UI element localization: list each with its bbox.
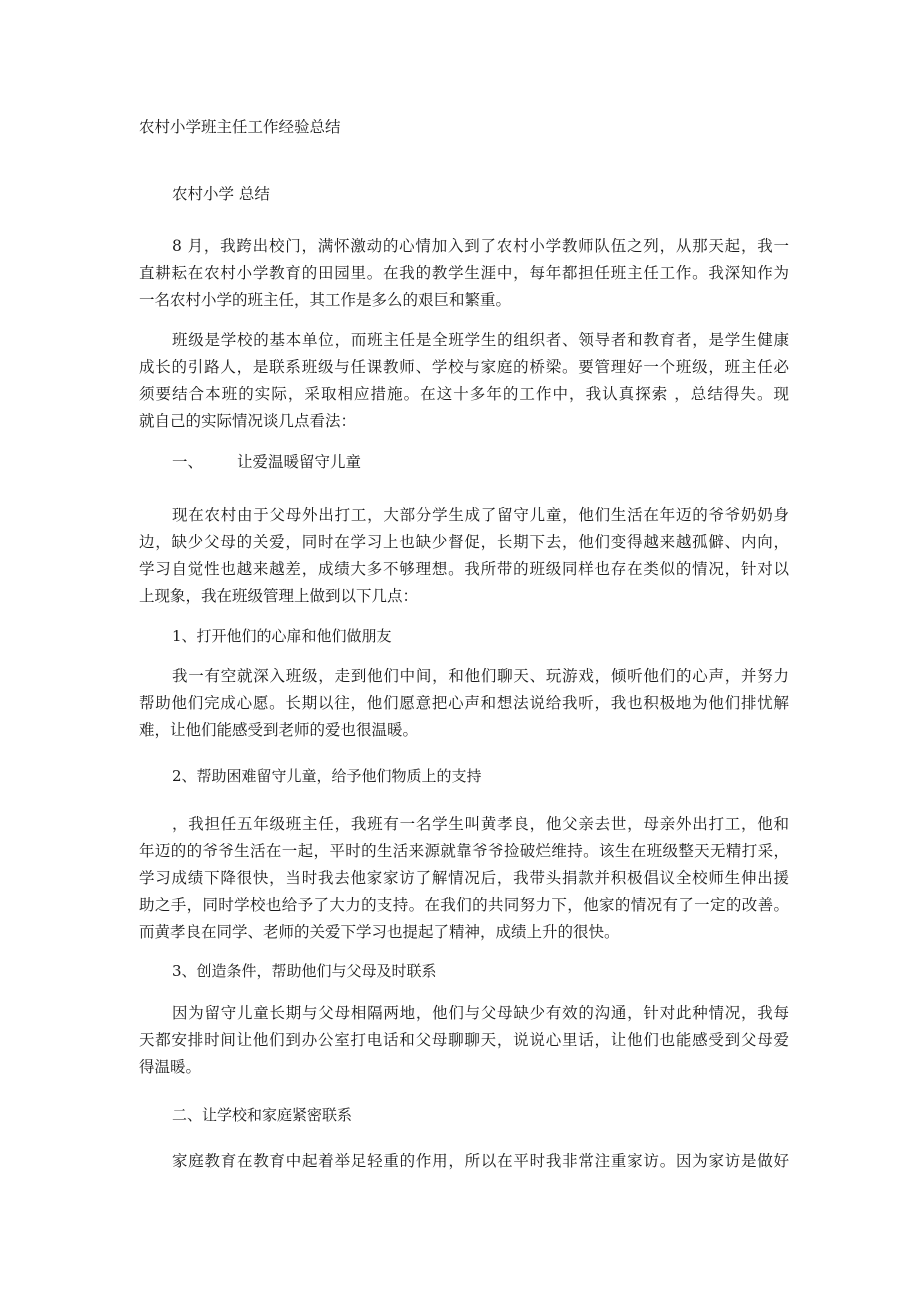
section-1-number: 一、 bbox=[172, 453, 204, 471]
paragraph-2-line-1: 班级是学校的基本单位，而班主任是全班学生的组织者、领导者和教育者，是学生健康 bbox=[172, 331, 789, 349]
paragraph-3-line-3: 学习自觉性也越来越差，成绩大多不够理想。我所带的班级同样也存在类似的情况，针对以 bbox=[139, 560, 789, 578]
paragraph-2-line-3: 须要结合本班的实际，采取相应措施。在这十多年的工作中，我认真探索 ，总结得失。现 bbox=[139, 385, 789, 403]
paragraph-6-line-2: 天都安排时间让他们到办公室打电话和父母聊聊天，说说心里话，让他们也能感受到父母爱 bbox=[139, 1031, 789, 1049]
section-1-heading bbox=[172, 449, 361, 476]
paragraph-1-line-2: 直耕耘在农村小学教育的田园里。在我的教学生涯中，每年都担任班主任工作。我深知作为 bbox=[139, 264, 789, 282]
section-1-label: 让爱温暖留守儿童 bbox=[237, 453, 362, 471]
paragraph-1-line-1: 8 月，我跨出校门，满怀激动的心情加入到了农村小学教师队伍之列，从那天起，我一 bbox=[172, 237, 789, 255]
item-2-heading: 2、帮助困难留守儿童，给予他们物质上的支持 bbox=[172, 767, 482, 785]
paragraph-7-line-1: 家庭教育在教育中起着举足轻重的作用，所以在平时我非常注重家访。因为家访是做好 bbox=[172, 1152, 789, 1170]
section-2-heading: 二、让学校和家庭紧密联系 bbox=[172, 1106, 353, 1124]
paragraph-5-line-4: 助之手，同时学校也给予了大力的支持。在我们的共同努力下，他家的情况有了一定的改善。 bbox=[139, 896, 789, 914]
paragraph-6-line-1: 因为留守儿童长期与父母相隔两地，他们与父母缺少有效的沟通，针对此种情况，我每 bbox=[172, 1004, 789, 1022]
paragraph-3-line-1: 现在农村由于父母外出打工，大部分学生成了留守儿童，他们生活在年迈的爷爷奶奶身 bbox=[172, 506, 789, 524]
paragraph-5-line-2: 年迈的的爷爷生活在一起，平时的生活来源就靠爷爷捡破烂维持。该生在班级整天无精打采， bbox=[139, 842, 789, 860]
item-3-heading: 3、创造条件，帮助他们与父母及时联系 bbox=[172, 962, 437, 980]
paragraph-5-line-3: 学习成绩下降很快，当时我去他家家访了解情况后，我带头捐款并积极倡议全校师生伸出援 bbox=[139, 869, 789, 887]
paragraph-5-line-5: 而黄孝良在同学、老师的关爱下学习也提起了精神，成绩上升的很快。 bbox=[139, 923, 620, 941]
paragraph-4-line-3: 难，让他们能感受到老师的爱也很温暖。 bbox=[139, 721, 419, 739]
paragraph-3-line-4: 上现象，我在班级管理上做到以下几点： bbox=[139, 587, 419, 605]
item-1-heading: 1、打开他们的心扉和他们做朋友 bbox=[172, 627, 392, 645]
paragraph-1-line-3: 一名农村小学的班主任，其工作是多么的艰巨和繁重。 bbox=[139, 291, 512, 309]
paragraph-2-line-4: 就自己的实际情况谈几点看法： bbox=[139, 412, 357, 430]
paragraph-4-line-1: 我一有空就深入班级，走到他们中间，和他们聊天、玩游戏，倾听他们的心声，并努力 bbox=[172, 667, 789, 685]
document-title: 农村小学班主任工作经验总结 bbox=[139, 118, 341, 136]
paragraph-5-line-1: ，我担任五年级班主任，我班有一名学生叫黄孝良，他父亲去世，母亲外出打工，他和 bbox=[172, 815, 789, 833]
document-subtitle: 农村小学 总结 bbox=[172, 185, 270, 203]
paragraph-2-line-2: 成长的引路人，是联系班级与任课教师、学校与家庭的桥梁。要管理好一个班级，班主任必 bbox=[139, 358, 789, 376]
paragraph-3-line-2: 边，缺少父母的关爱，同时在学习上也缺少督促，长期下去，他们变得越来越孤僻、内向， bbox=[139, 533, 789, 551]
paragraph-6-line-3: 得温暖。 bbox=[139, 1058, 202, 1076]
paragraph-4-line-2: 帮助他们完成心愿。长期以往，他们愿意把心声和想法说给我听，我也积极地为他们排忧解 bbox=[139, 694, 789, 712]
